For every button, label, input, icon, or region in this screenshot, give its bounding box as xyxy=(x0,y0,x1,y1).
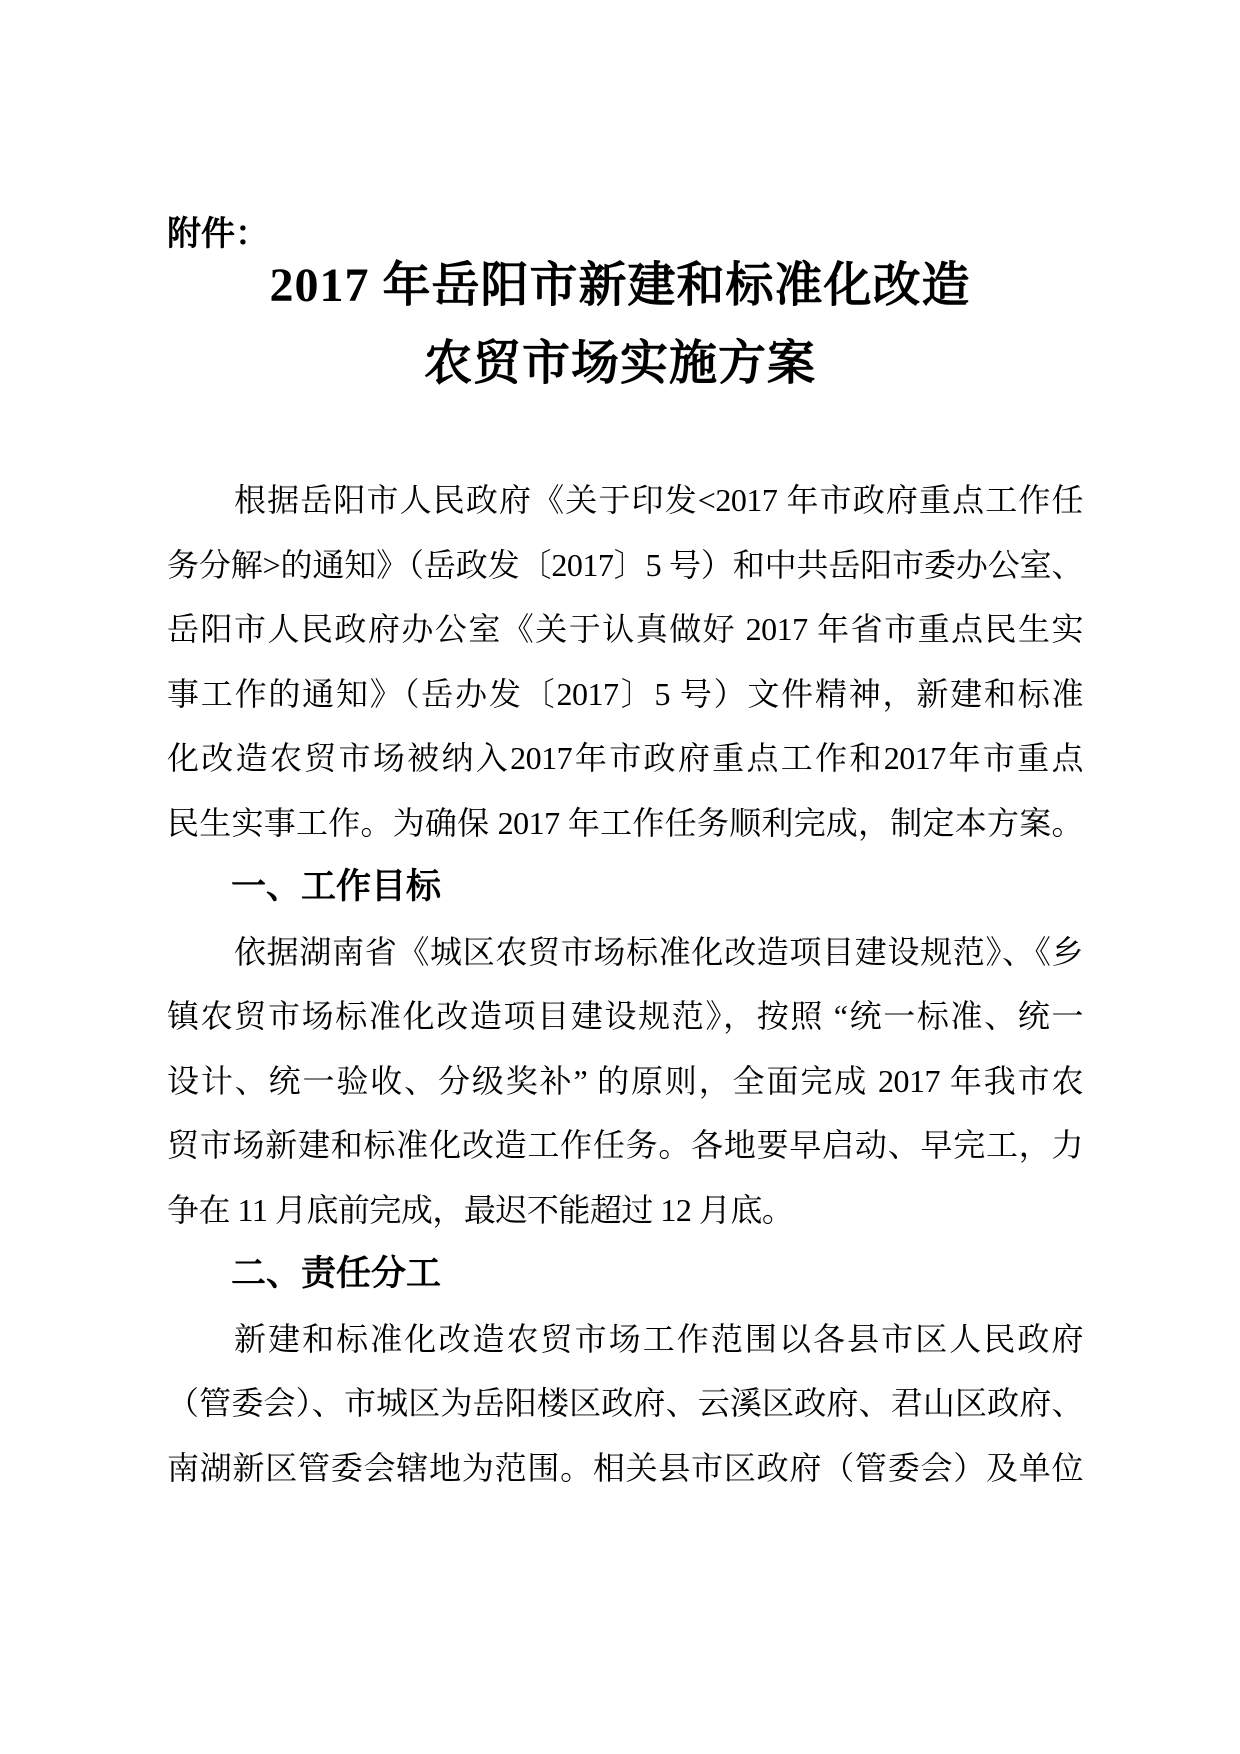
attachment-label: 附件： xyxy=(167,215,269,253)
document-title-line2: 农贸市场实施方案 xyxy=(423,337,816,390)
body-line: 岳阳市人民政府办公室《关于认真做好 2017 年省市重点民生实 xyxy=(167,611,1083,647)
body-line: 南湖新区管委会辖地为范围。相关县市区政府（管委会）及单位 xyxy=(167,1449,1083,1486)
body-line: 务分解>的通知》（岳政发〔2017〕5 号）和中共岳阳市委办公室、 xyxy=(167,546,1083,583)
body-line: 争在 11 月底前完成，最迟不能超过 12 月底。 xyxy=(167,1191,794,1228)
document-body xyxy=(167,468,1083,1500)
body-line: 民生实事工作。为确保 2017 年工作任务顺利完成，制定本方案。 xyxy=(167,804,1083,841)
body-line: 贸市场新建和标准化改造工作任务。各地要早启动、早完工，力 xyxy=(167,1127,1083,1163)
body-line: 镇农贸市场标准化改造项目建设规范》，按照 “统一标准、统一 xyxy=(167,998,1083,1034)
body-line: 设计、统一验收、分级奖补” 的原则，全面完成 2017 年我市农 xyxy=(167,1062,1083,1099)
body-line: 新建和标准化改造农贸市场工作范围以各县市区人民政府 xyxy=(234,1320,1083,1357)
body-line: 依据湖南省《城区农贸市场标准化改造项目建设规范》、《乡 xyxy=(234,933,1083,970)
body-line: 事工作的通知》（岳办发〔2017〕5 号）文件精神，新建和标准 xyxy=(167,675,1083,712)
body-line: 化改造农贸市场被纳入2017年市政府重点工作和2017年市重点 xyxy=(167,740,1083,776)
document-title xyxy=(162,247,1078,403)
section-heading-responsibility: 二、责任分工 xyxy=(231,1254,442,1293)
document-title-line1: 2017 年岳阳市新建和标准化改造 xyxy=(269,259,971,312)
body-line: （管委会）、市城区为岳阳楼区政府、云溪区政府、君山区政府、 xyxy=(167,1385,1083,1421)
section-heading-work-goals: 一、工作目标 xyxy=(231,867,442,906)
body-line: 根据岳阳市人民政府《关于印发<2017 年市政府重点工作任 xyxy=(234,482,1083,518)
